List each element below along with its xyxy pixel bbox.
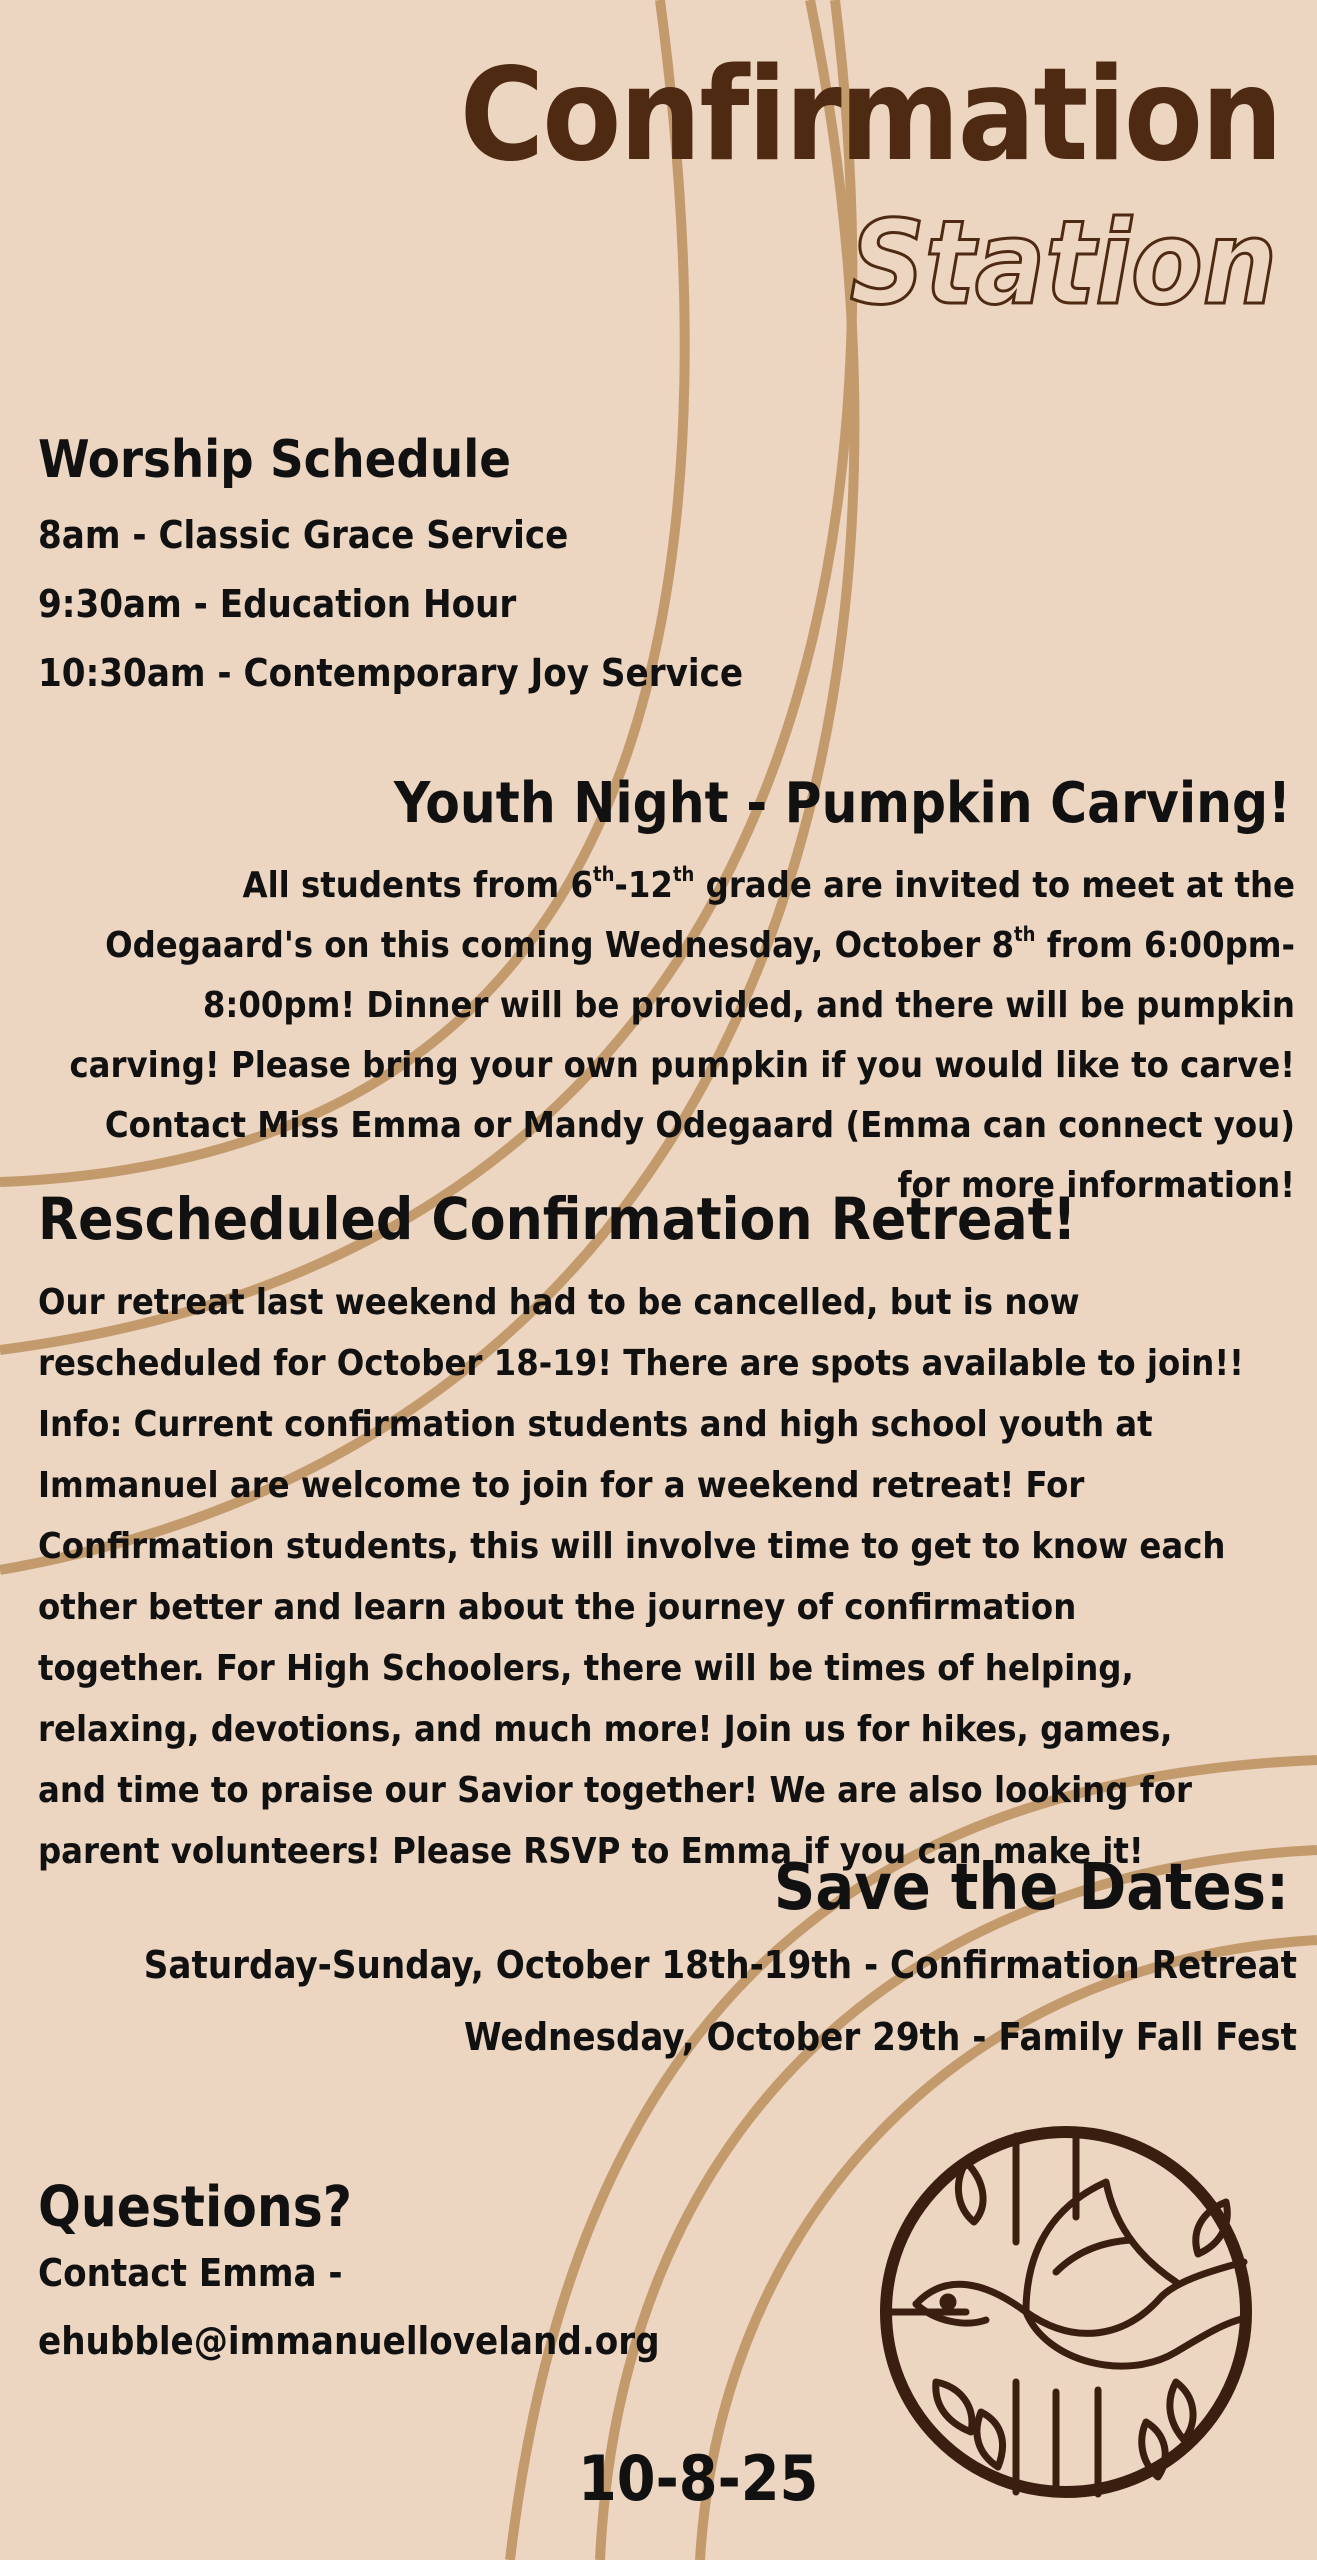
contact-line: Contact Emma -: [38, 2251, 343, 2295]
worship-item: 8am - Classic Grace Service: [38, 513, 569, 557]
contact-email-link[interactable]: ehubble@immanuelloveland.org: [38, 2319, 660, 2363]
save-date-item: Wednesday, October 29th - Family Fall Fest: [464, 2015, 1297, 2059]
dove-emblem-icon: [876, 2122, 1256, 2502]
questions-heading: Questions?: [38, 2175, 352, 2240]
youth-text-1: All students from 6: [242, 865, 593, 906]
youth-sup-3: th: [1014, 922, 1036, 946]
youth-night-paragraph: [65, 856, 1295, 1216]
youth-text-4: from 6:00pm-8:00pm! Dinner will be provided, and there will be pumpkin carving! Please bring your own pumpkin if you would like to carve! Contact Miss Emma or Mandy Odegaard (Emma can connect you) for more information!: [69, 925, 1295, 1206]
youth-sup-1: th: [592, 862, 615, 886]
save-the-dates-heading: Save the Dates:: [773, 1851, 1289, 1925]
page-subtitle: Station: [849, 196, 1277, 331]
worship-schedule-heading: Worship Schedule: [38, 430, 511, 490]
youth-night-heading: Youth Night - Pumpkin Carving!: [393, 771, 1291, 836]
issue-date: 10-8-25: [578, 2442, 819, 2515]
youth-text-2: -12: [614, 865, 673, 906]
retreat-paragraph: Our retreat last weekend had to be cancelled, but is now rescheduled for October 18-19! There are spots available to join!! Info: Current confirmation students and high school youth at Immanuel are welcome to join for a weekend retreat! For Confirmation students, this will involve time to get to know each other better and learn about the journey of confirmation together. For High Schoolers, there will be times of helping, relaxing, devotions, and much more! Join us for hikes, games, and time to praise our Savior together! We are also looking for parent volunteers! Please RSVP to Emma if you can make it!: [38, 1282, 1244, 1872]
retreat-heading: Rescheduled Confirmation Retreat!: [38, 1185, 1077, 1253]
youth-sup-2: th: [672, 862, 695, 886]
worship-item: 9:30am - Education Hour: [38, 582, 517, 626]
worship-item: 10:30am - Contemporary Joy Service: [38, 651, 744, 695]
page-title: Confirmation: [459, 41, 1281, 190]
save-date-item: Saturday-Sunday, October 18th-19th - Confirmation Retreat: [143, 1943, 1297, 1987]
youth-text-3: grade are invited to meet at the Odegaard's on this coming Wednesday, October 8: [105, 865, 1295, 966]
